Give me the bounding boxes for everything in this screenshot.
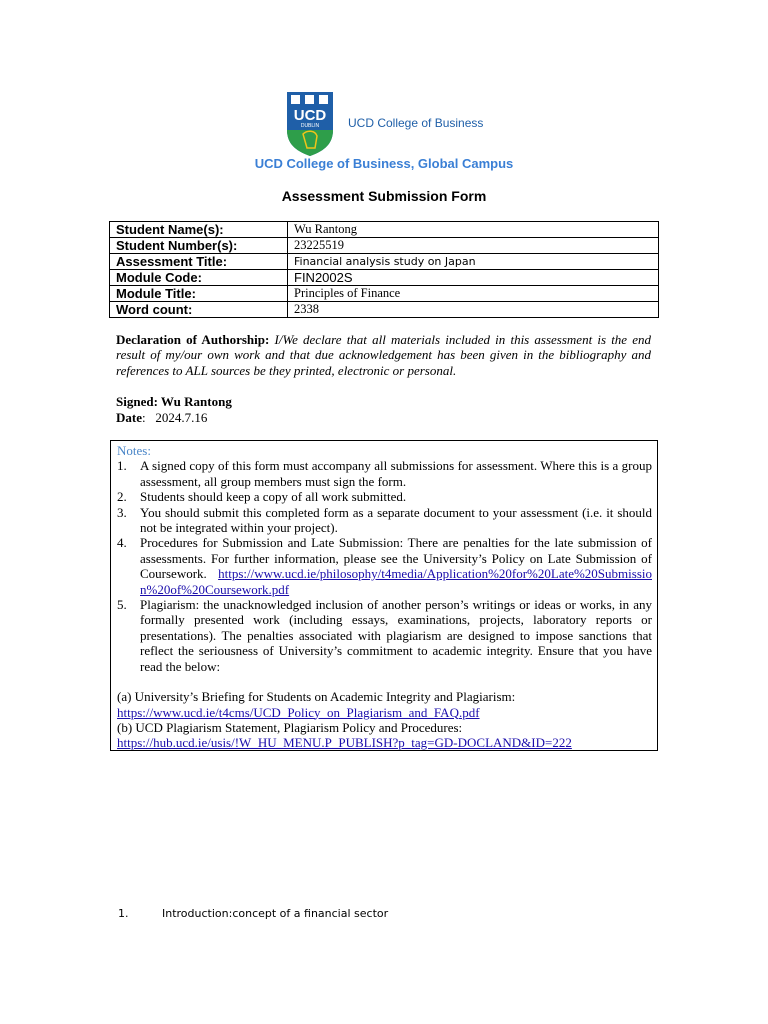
- declaration-lead: Declaration of Authorship:: [116, 332, 270, 347]
- student-name-label: Student Name(s):: [110, 222, 288, 238]
- note-number: 4.: [117, 535, 127, 551]
- note-number: 3.: [117, 504, 127, 520]
- word-count-value: 2338: [288, 302, 659, 318]
- table-row: [110, 302, 659, 318]
- assessment-title-label: Assessment Title:: [110, 254, 288, 270]
- list-item: [117, 458, 652, 489]
- declaration: [116, 332, 651, 378]
- note-text: Procedures for Submission and Late Submission: There are penalties for the late submission of assessments. For further information, please see the University’s Policy on Late Submission of Coursework.: [140, 535, 652, 582]
- svg-text:DUBLIN: DUBLIN: [300, 123, 320, 129]
- ref-b-text: (b) UCD Plagiarism Statement, Plagiarism Policy and Procedures:: [117, 719, 463, 735]
- word-count-label: Word count:: [110, 302, 288, 318]
- module-code-label: Module Code:: [110, 270, 288, 286]
- note-text: Students should keep a copy of all work submitted.: [140, 489, 407, 505]
- signed-line: Signed: Wu Rantong: [116, 394, 232, 409]
- note-number: 1.: [117, 458, 127, 474]
- signature-block: Signed: Wu Rantong Date: 2024.7.16: [116, 394, 232, 425]
- module-code-value: FIN2002S: [288, 270, 659, 286]
- note-text: Plagiarism: the unacknowledged inclusion of another person’s writings or ideas or works, in any formally presented work (including essays, examinations, projects, laboratory reports or presentations). The penalties associated with plagiarism are designed to impose sanctions that reflect the seriousness of University’s commitment to academic integrity. Ensure that you have read the below:: [140, 597, 652, 674]
- declaration-body: I/We declare that all materials included in this assessment is the end result of my/our own work and that due acknowledgement has been given in the bibliography and references to ALL sources be they printed, electronic or personal.: [116, 332, 652, 378]
- ref-a-text: (a) University’s Briefing for Students on Academic Integrity and Plagiarism:: [117, 689, 516, 705]
- campus-title: UCD College of Business, Global Campus: [254, 156, 514, 171]
- ucd-crest-icon: [285, 90, 337, 156]
- table-row: [110, 238, 659, 254]
- student-number-label: Student Number(s):: [110, 238, 288, 254]
- toc-number: 1.: [118, 907, 129, 920]
- logo-wordmark: UCD College of Business: [348, 116, 484, 130]
- table-row: [110, 270, 659, 286]
- date-value: 2024.7.16: [155, 410, 208, 425]
- toc-entry: [118, 907, 388, 920]
- table-row: [110, 254, 659, 270]
- assessment-title-value: Financial analysis study on Japan: [288, 254, 659, 270]
- svg-text:UCD: UCD: [293, 107, 327, 124]
- note-text: You should submit this completed form as a separate document to your assessment (i.e. it should not be integrated within your project).: [140, 504, 652, 536]
- notes-box: [110, 440, 658, 751]
- list-item: [117, 597, 652, 674]
- note-number: 2.: [117, 489, 127, 505]
- late-submission-link[interactable]: https://www.ucd.ie/philosophy/t4media/Application%20for%20Late%20Submission%20of%20Coursework.pdf: [140, 566, 652, 597]
- student-info-table: [109, 221, 659, 318]
- date-label: Date: [116, 410, 142, 425]
- student-number-value: 23225519: [288, 238, 659, 254]
- table-row: [110, 286, 659, 302]
- plagiarism-faq-link[interactable]: https://www.ucd.ie/t4cms/UCD_Policy_on_Plagiarism_and_FAQ.pdf: [117, 704, 480, 720]
- notes-list: [117, 458, 652, 674]
- form-title: Assessment Submission Form: [281, 188, 487, 204]
- list-item: [117, 489, 652, 504]
- plagiarism-policy-link[interactable]: https://hub.ucd.ie/usis/!W_HU_MENU.P_PUBLISH?p_tag=GD-DOCLAND&ID=222: [117, 735, 572, 751]
- note-number: 5.: [117, 597, 127, 613]
- module-title-label: Module Title:: [110, 286, 288, 302]
- list-item: [117, 535, 652, 597]
- student-name-value: Wu Rantong: [288, 222, 659, 238]
- note-text: A signed copy of this form must accompany all submissions for assessment. Where this is a group assessment, all group members must sign the form.: [140, 458, 652, 489]
- toc-text: Introduction:concept of a financial sector: [162, 907, 389, 920]
- notes-title: Notes:: [117, 443, 151, 458]
- table-row: [110, 222, 659, 238]
- module-title-value: Principles of Finance: [288, 286, 659, 302]
- list-item: [117, 505, 652, 536]
